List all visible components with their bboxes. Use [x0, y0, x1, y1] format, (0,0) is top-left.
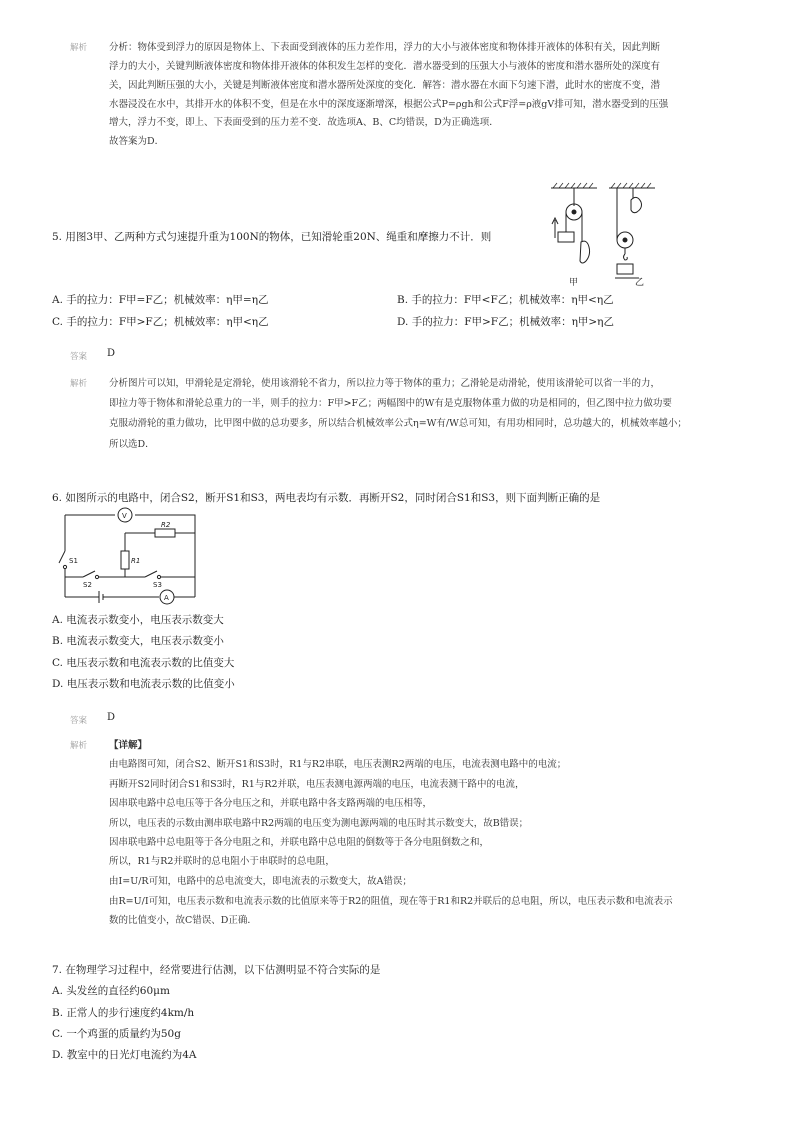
- option-b: B. 电流表示数变大，电压表示数变小: [52, 635, 224, 647]
- pulley-figure: [545, 180, 665, 290]
- analysis-line: 【详解】: [109, 740, 148, 751]
- question-stem: 5. 用图3甲、乙两种方式匀速提升重为100N的物体，已知滑轮重20N、绳重和摩擦力不计．则: [52, 231, 492, 243]
- analysis-line: 由R=U/I可知，电压表示数和电流表示数的比值原来等于R2的阻值，现在等于R1和R2并联后的总电阻，所以，电压表示数和电流表示: [109, 896, 673, 907]
- option-d: D. 手的拉力：F甲>F乙；机械效率：η甲>η乙: [397, 316, 614, 328]
- analysis-line: 增大，浮力不变，即上、下表面受到的压力差不变．故选项A、B、C均错误，D为正确选项．: [109, 117, 499, 128]
- option-c: C. 电压表示数和电流表示数的比值变大: [52, 657, 235, 669]
- option-b: B. 正常人的步行速度约4km/h: [52, 1007, 195, 1019]
- figure-label-jia: 甲: [569, 278, 579, 288]
- option-d: D. 教室中的日光灯电流约为4A: [52, 1049, 197, 1061]
- analysis-line: 因串联电路中总电压等于各分电压之和，并联电路中各支路两端的电压相等，: [109, 798, 433, 809]
- analysis-line: 浮力的大小，关键判断液体密度和物体排开液体的体积发生怎样的变化．潜水器受到的压强大小与液体的密度和潜水器所处的深度有: [109, 61, 661, 72]
- circuit-diagram: [55, 505, 215, 605]
- option-d: D. 电压表示数和电流表示数的比值变小: [52, 678, 235, 690]
- analysis-line: 分析：物体受到浮力的原因是物体上、下表面受到液体的压力差作用，浮力的大小与液体密度和物体排开液体的体积有关，因此判断: [109, 42, 661, 53]
- r1-label: R1: [131, 557, 141, 565]
- answer-label: 答案: [70, 716, 88, 726]
- analysis-line: 再断开S2同时闭合S1和S3时，R1与R2并联，电压表测电源两端的电压，电流表测干路中的电流，: [109, 779, 525, 790]
- s1-label: S1: [69, 557, 78, 565]
- analysis-line: 数的比值变小，故C错误、D正确．: [109, 915, 257, 926]
- analysis-label: 解析: [70, 379, 88, 389]
- figure-label-yi: 乙: [635, 278, 645, 288]
- answer-value: D: [107, 712, 116, 723]
- option-a: A. 电流表示数变小，电压表示数变大: [52, 614, 224, 626]
- analysis-line: 分析图片可以知，甲滑轮是定滑轮，使用该滑轮不省力，所以拉力等于物体的重力；乙滑轮是动滑轮，使用该滑轮可以省一半的力，: [109, 378, 661, 389]
- question-stem: 7. 在物理学习过程中，经常要进行估测，以下估测明显不符合实际的是: [52, 964, 381, 976]
- analysis-line: 水器浸没在水中，其排开水的体积不变，但是在水中的深度逐渐增深，根据公式P=ρgh和公式F浮=ρ液gV排可知，潜水器受到的压强: [109, 99, 669, 110]
- option-b: B. 手的拉力：F甲<F乙；机械效率：η甲<η乙: [397, 294, 614, 306]
- analysis-line: 所以，R1与R2并联时的总电阻小于串联时的总电阻，: [109, 856, 335, 867]
- question-stem: 6. 如图所示的电路中，闭合S2，断开S1和S3，两电表均有示数．再断开S2，同时闭合S1和S3，则下面判断正确的是: [52, 492, 601, 504]
- ammeter-label: A: [164, 594, 169, 602]
- analysis-line: 克服动滑轮的重力做功，比甲图中做的总功要多，所以结合机械效率公式η=W有/W总可知，有用功相同时，总功越大的，机械效率越小；: [109, 418, 687, 429]
- analysis-label: 解析: [70, 741, 88, 751]
- answer-label: 答案: [70, 352, 88, 362]
- analysis-line: 因串联电路中总电阻等于各分电阻之和，并联电路中总电阻的倒数等于各分电阻倒数之和，: [109, 837, 490, 848]
- option-a: A. 头发丝的直径约60μm: [52, 985, 170, 997]
- analysis-line: 关，因此判断压强的大小，关键是判断液体密度和潜水器所处深度的变化．解答：潜水器在水面下匀速下潜，此时水的密度不变，潜: [109, 80, 661, 91]
- analysis-line: 即拉力等于物体和滑轮总重力的一半，则手的拉力：F甲>F乙；两幅图中的W有是克服物体重力做的功是相同的，但乙图中拉力做功要: [109, 398, 672, 409]
- analysis-line: 故答案为D．: [109, 136, 165, 147]
- s2-label: S2: [83, 581, 92, 589]
- analysis-label: 解析: [70, 43, 88, 53]
- r2-label: R2: [161, 521, 171, 529]
- voltmeter-label: V: [122, 512, 127, 520]
- analysis-line: 所以选D．: [109, 439, 155, 450]
- s3-label: S3: [153, 581, 162, 589]
- option-c: C. 一个鸡蛋的质量约为50g: [52, 1028, 181, 1040]
- option-a: A. 手的拉力：F甲=F乙；机械效率：η甲=η乙: [52, 294, 269, 306]
- answer-value: D: [107, 348, 116, 359]
- analysis-line: 由电路图可知，闭合S2、断开S1和S3时，R1与R2串联，电压表测R2两端的电压，电流表测电路中的电流；: [109, 759, 567, 770]
- option-c: C. 手的拉力：F甲>F乙；机械效率：η甲<η乙: [52, 316, 269, 328]
- analysis-line: 所以，电压表的示数由测串联电路中R2两端的电压变为测电源两端的电压时其示数变大，故B错误；: [109, 818, 529, 829]
- analysis-line: 由I=U/R可知，电路中的总电流变大，即电流表的示数变大，故A错误；: [109, 876, 412, 887]
